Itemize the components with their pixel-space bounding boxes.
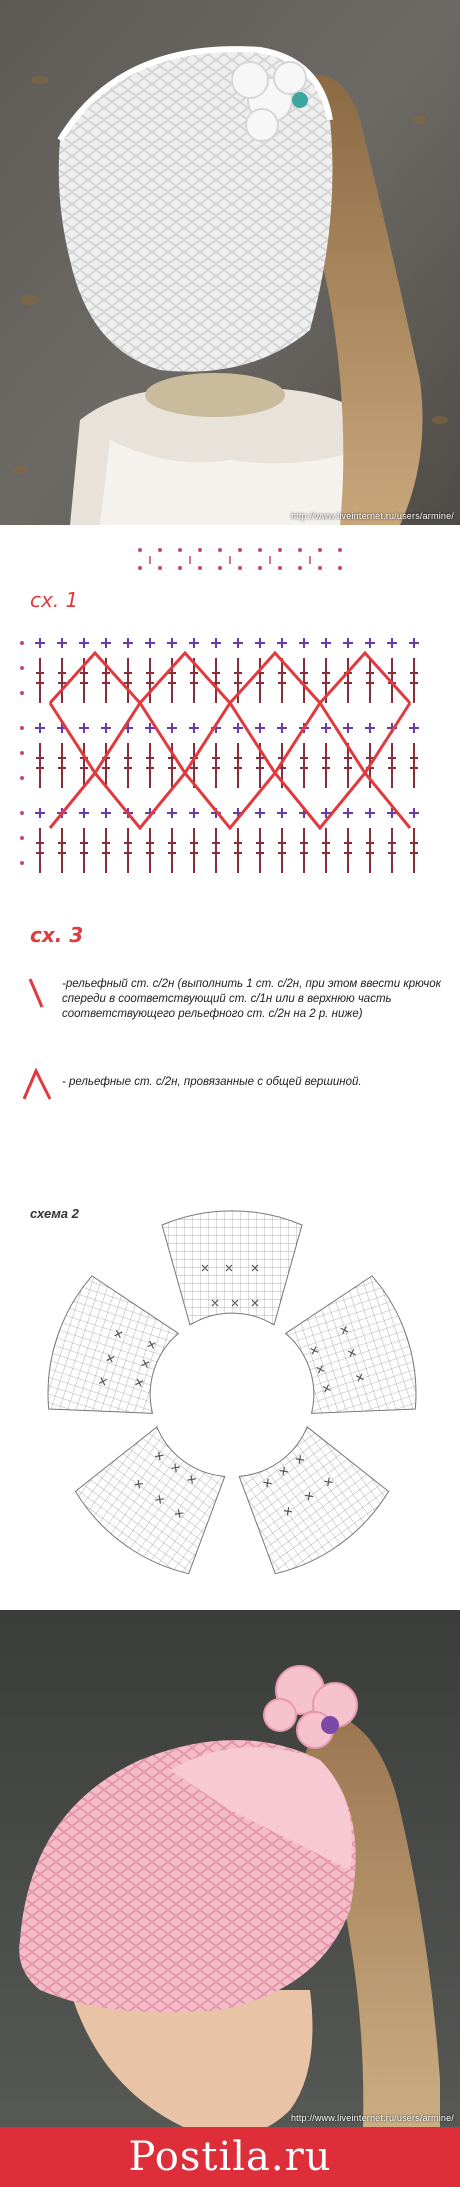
photo-pink-hat [0, 1610, 460, 2187]
relief-zigzag [50, 653, 410, 828]
photo-white-hat [0, 0, 460, 525]
scheme2-panel [0, 1180, 460, 1600]
legend-item-1-text: -рельефный ст. с/2н (выполнить 1 ст. с/2н, при этом ввести крючок спереди в соответствующий ст. с/1н или в верхнюю часть соответствующего рельефного ст. с/2н на 2 р. ниже) [62, 978, 442, 1020]
postila-logo-text: Postila.ru [128, 2134, 332, 2180]
legend-item-2-text: - рельефные ст. с/2н, провязанные с общей вершиной. [62, 1076, 362, 1088]
plus-rows [30, 638, 420, 818]
scheme1-label: сх. 1 [30, 588, 79, 612]
postila-logo-bar [0, 2127, 460, 2187]
top-dot-row [138, 548, 342, 570]
legend-panel [0, 965, 460, 1155]
white-hat-illustration [0, 0, 460, 525]
scheme3-label: сх. 3 [30, 923, 84, 947]
watermark-bottom: http://www.liveinternet.ru/users/armine/ [290, 2113, 454, 2123]
crochet-chart-svg [0, 528, 460, 928]
scheme2-label: схема 2 [30, 1206, 79, 1221]
single-slash-icon [20, 973, 60, 1013]
circular-chart-svg [0, 1180, 460, 1600]
pink-hat-illustration [0, 1610, 460, 2187]
crochet-chart-panel [0, 528, 460, 998]
watermark-top: http://www.liveinternet.ru/users/armine/ [290, 511, 454, 521]
caret-icon [18, 1065, 58, 1105]
